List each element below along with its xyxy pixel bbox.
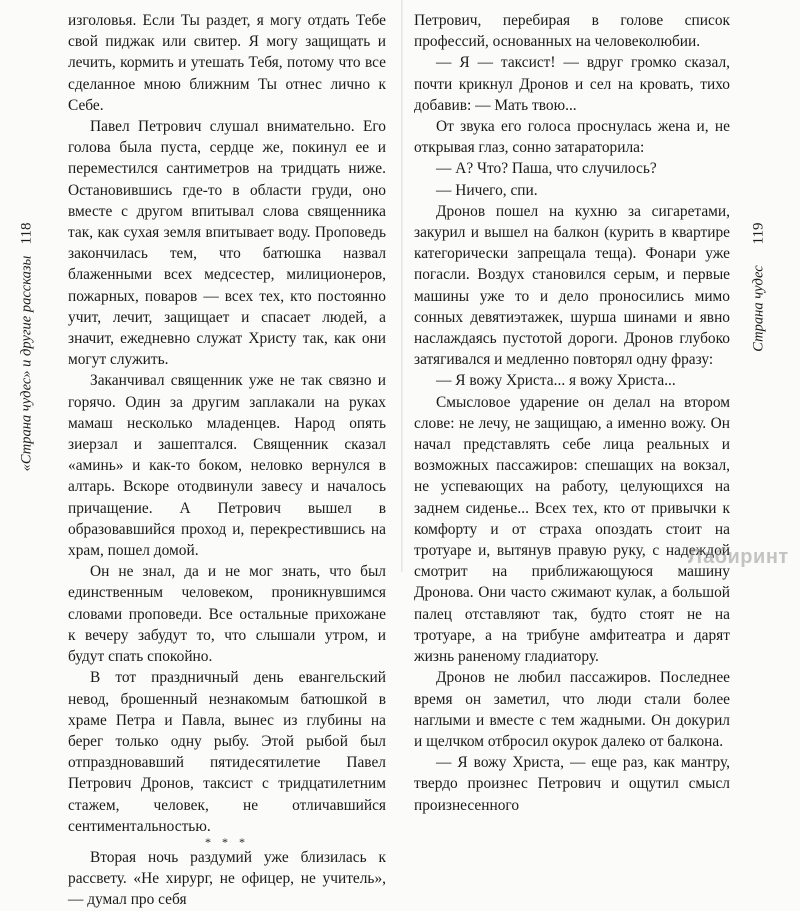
paragraph: От звука его голоса проснулась жена и, не открывая глаз, сонно затараторила:	[414, 118, 730, 157]
paragraph: Заканчивал священник уже не так связно и горячо. Один за другим заплакали на руках мамаш несколько младенцев. Народ опять зиерзал и зашептался. Священник сказал «аминь» и как-то боком, неловко вернулся в алтарь. Вскоре отодвинули завесу и началось причащение. А Петрович вышел в образовавшийся проход и, перекрестившись на храм, пошел домой.	[68, 372, 386, 560]
paragraph: — А? Что? Паша, что случилось?	[436, 160, 657, 178]
book-gutter	[401, 0, 403, 572]
page-number-right: 119	[750, 222, 767, 245]
paragraph: Дронов не любил пассажиров. Последнее время он заметил, что люди стали более наглыми и вместе с тем жадными. Он докурил и щелчком отбросил окурок далеко от балкона.	[414, 669, 730, 750]
paragraph: Дронов пошел на кухню за сигаретами, закурил и вышел на балкон (курить в квартире категорически запрещала теща). Фонари уже погасли. Воздух становился серым, и первые машины уже то и дело проносились мимо сонных девятиэтажек, шурша шинами и явно наслаждаясь пустотой дороги. Дронов глубоко затягивался и медленно повторял одну фразу:	[414, 202, 730, 369]
paragraph: Вторая ночь раздумий уже близилась к рассвету. «Не хирург, не офицер, не учитель», — думал про себя	[68, 848, 386, 909]
left-page-text	[68, 10, 386, 911]
paragraph: Павел Петрович слушал внимательно. Его голова была пуста, сердце же, покинул ее и переместился сантиметров на тридцать ниже. Остановившись где-то в области груди, оно вместе с другом впитывал слова священника так, как сухая земля впитывает воду. Проповедь закончилась тем, что батюшка назвал блаженными всех медсестер, милиционеров, пожарных, поваров — всех тех, кто постоянно учит, лечит, защищает и спасает людей, а значит, ежедневно служат Христу так, как они могут служить.	[68, 118, 386, 369]
paragraph: Он не знал, да и не мог знать, что был единственным человеком, проникнувшимся словами проповеди. Все остальные прихожане к вечеру забудут то, что слышали утром, и будут спать спокойно.	[68, 563, 386, 666]
watermark-logo: Лабиринт	[688, 546, 789, 568]
running-head-right: Страна чудес	[750, 265, 767, 352]
paragraph: — Я — таксист! — вдруг громко сказал, почти крикнул Дронов и сел на кровать, тихо добавив: — Мать твою...	[414, 54, 730, 114]
running-head-left: «Страна чудес» и другие рассказы	[18, 255, 35, 472]
paragraph: — Я вожу Христа... я вожу Христа...	[436, 372, 676, 390]
right-page-text	[414, 10, 730, 816]
paragraph: В тот праздничный день евангельский невод, брошенный незнакомым батюшкой в храме Петра и Павла, вынес из глубины на берег только одну рыбу. Этой рыбой был отпраздновавший пятидесятилетие Павел Петрович Дронов, таксист с тридцатилетним стажем, человек, не отличавшийся сентиментальностью.	[68, 669, 386, 835]
paragraph: — Я вожу Христа, — еще раз, как мантру, твердо произнес Петрович и ощутил смысл произнесенного	[414, 754, 730, 814]
right-page-margin	[744, 0, 774, 572]
paragraph: Смысловое ударение он делал на втором слове: не лечу, не защищаю, а именно вожу. Он начал представлять себе лица реальных и возможных пассажиров: спешащих на вокзал, не успевающих на работу, целующихся на заднем сиденье... Всех тех, кто от привычки к комфорту и от страха опоздать стоит на тротуаре и, вытянув правую руку, с надеждой смотрит на приближающуюся машину Дронова. Они часто сжимают кулак, а большой палец отставляют так, будто стоят не на тротуаре, а на трибуне амфитеатра и дарят жизнь раненому гладиатору.	[414, 393, 730, 666]
paragraph: изголовья. Если Ты раздет, я могу отдать Тебе свой пиджак или свитер. Я могу защищать и лечить, кормить и утешать Тебя, потому что все сделанное мною ближним Ты отнес лично к Себе.	[68, 12, 386, 114]
paragraph: — Ничего, спи.	[436, 181, 538, 199]
left-page-margin	[12, 0, 42, 572]
page-number-left: 118	[18, 222, 35, 245]
paragraph: Петрович, перебирая в голове список профессий, основанных на человеколюбии.	[414, 12, 730, 51]
section-separator: * * *	[205, 834, 249, 849]
